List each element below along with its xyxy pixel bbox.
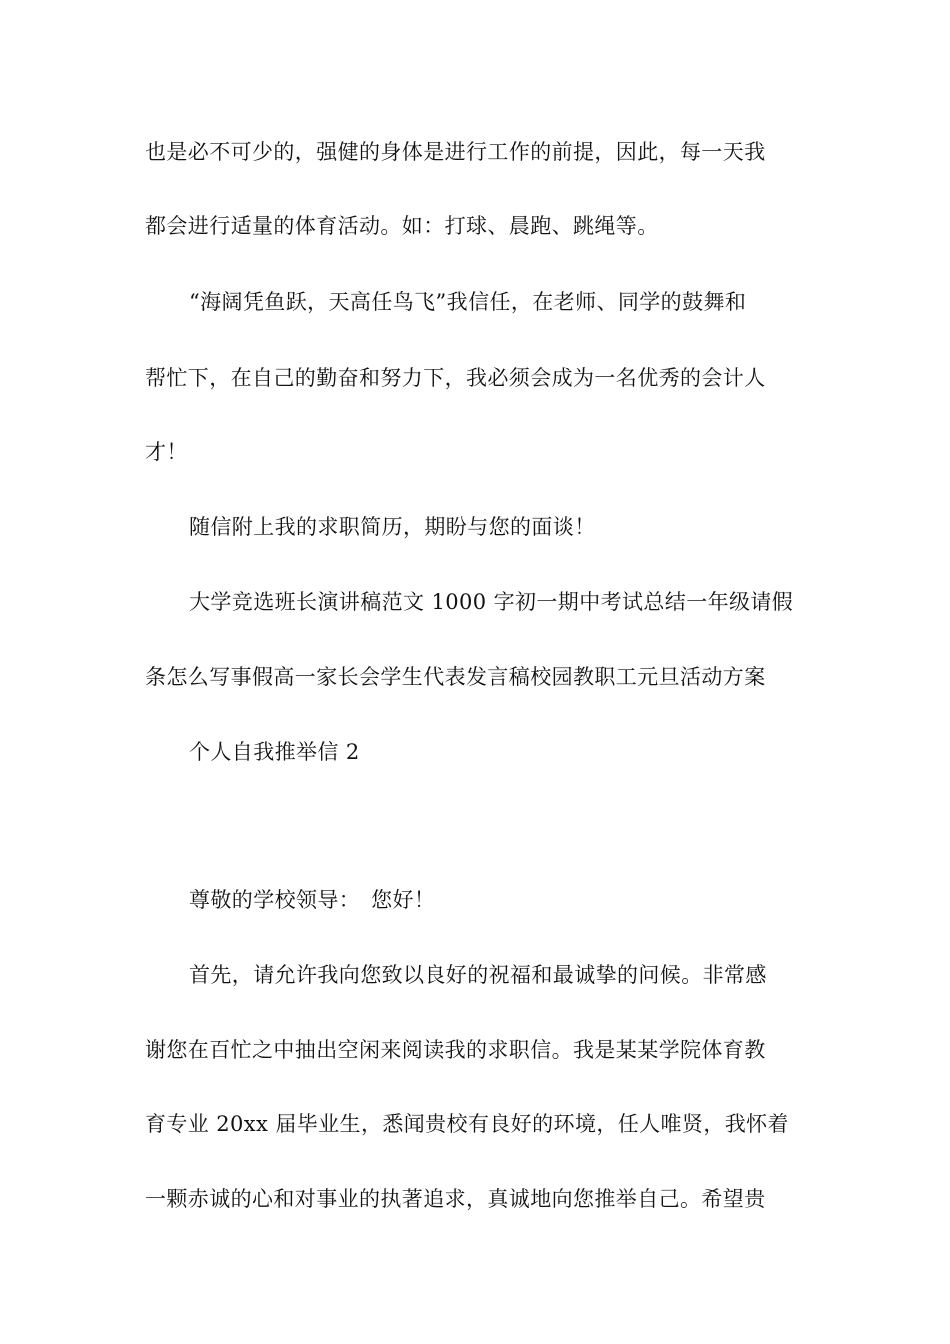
text-line: 才！ xyxy=(145,440,188,464)
salutation: 尊敬的学校领导： 您好！ xyxy=(189,888,436,912)
section-heading: 个人自我推举信 2 xyxy=(189,740,360,764)
paragraph-line: “海阔凭鱼跃，天高任鸟飞”我信任，在老师、同学的鼓舞和 xyxy=(189,290,747,314)
paragraph-line: 随信附上我的求职简历，期盼与您的面谈！ xyxy=(189,515,596,539)
text-line: 都会进行适量的体育活动。如：打球、晨跑、跳绳等。 xyxy=(145,214,659,238)
text-line: 谢您在百忙之中抽出空闲来阅读我的求职信。我是某某学院体育教 xyxy=(145,1038,766,1062)
text-line: 育专业 20xx 届毕业生，悉闻贵校有良好的环境，任人唯贤，我怀着 xyxy=(145,1112,789,1136)
text-line: 一颗赤诚的心和对事业的执著追求，真诚地向您推举自己。希望贵 xyxy=(145,1187,766,1211)
paragraph-line: 大学竞选班长演讲稿范文 1000 字初一期中考试总结一年级请假 xyxy=(189,590,794,614)
paragraph-line: 首先，请允许我向您致以良好的祝福和最诚挚的问候。非常感 xyxy=(189,963,767,987)
text-line: 帮忙下，在自己的勤奋和努力下，我必须会成为一名优秀的会计人 xyxy=(145,366,766,390)
text-line: 条怎么写事假高一家长会学生代表发言稿校园教职工元旦活动方案 xyxy=(145,665,766,689)
text-line: 也是必不可少的，强健的身体是进行工作的前提，因此，每一天我 xyxy=(145,140,766,164)
